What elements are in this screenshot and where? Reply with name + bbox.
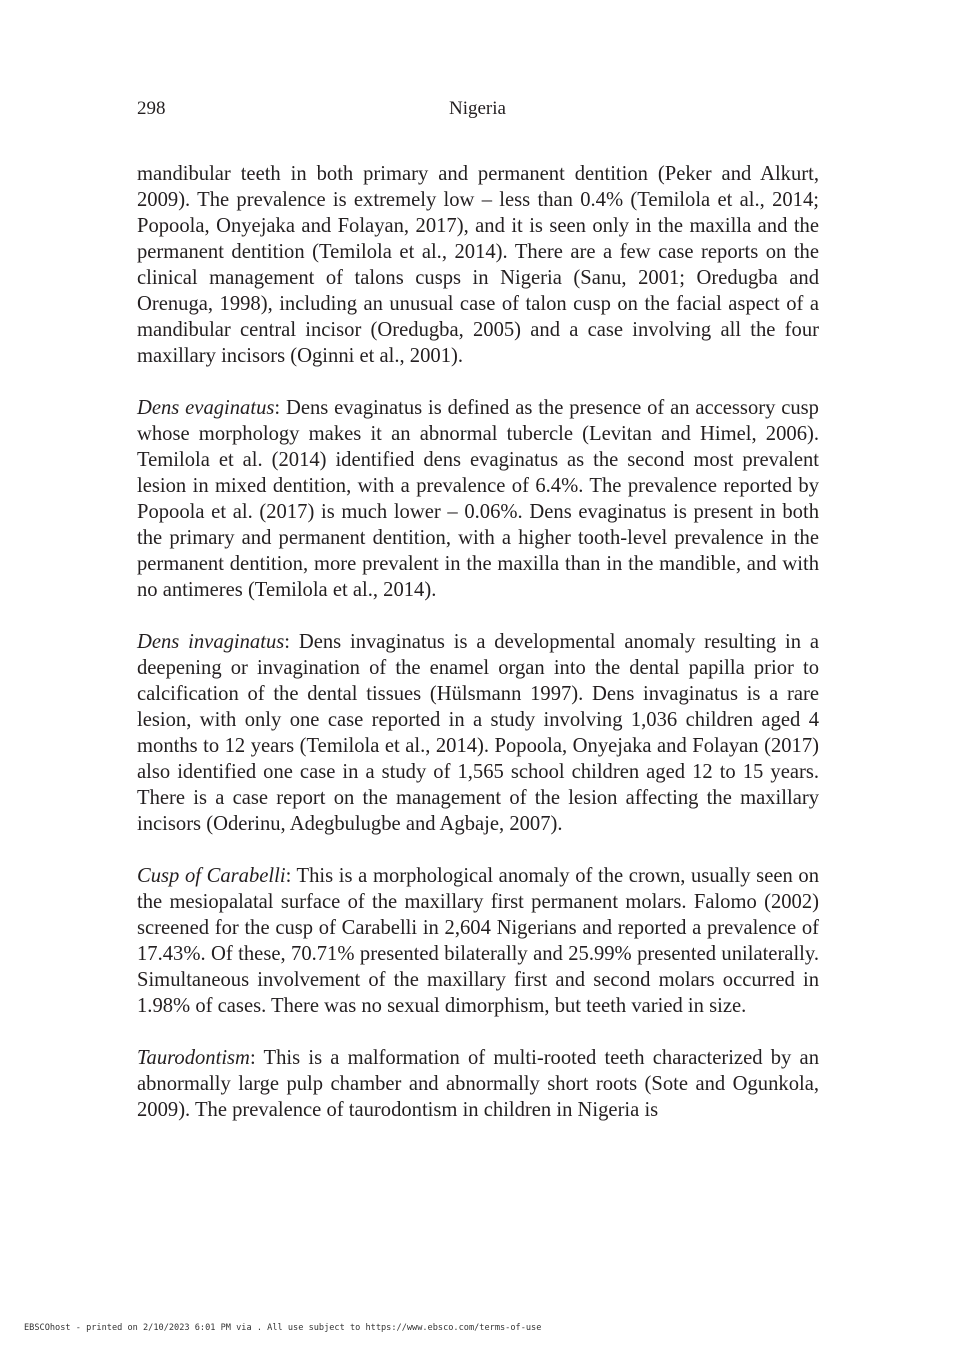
- paragraph-term: Cusp of Carabelli: [137, 865, 286, 887]
- paragraph-talon-cusp-continued: [137, 161, 819, 369]
- paragraph-text: : This is a morphological anomaly of the crown, usually seen on the mesiopalatal surface of the maxillary first permanent molars. Falomo (2002) screened for the cusp of Carabelli in 2,604 Nigerians and reported a prevalence of 17.43%. Of these, 70.71% presented bilaterally and 25.99% presented unilaterally. Simultaneous involvement of the maxillary first and second molars occurred in 1.98% of cases. There was no sexual dimorphism, but teeth varied in size.: [137, 865, 819, 1017]
- paragraph-term: Dens evaginatus: [137, 397, 275, 419]
- paragraph-text: : This is a malformation of multi-rooted teeth characterized by an abnormally large pulp chamber and abnormally short roots (Sote and Ogunkola, 2009). The prevalence of taurodontism in children in Nigeria is: [137, 1047, 819, 1121]
- paragraph-text: : Dens evaginatus is defined as the presence of an accessory cusp whose morphology makes it an abnormal tubercle (Levitan and Himel, 2006). Temilola et al. (2014) identified dens evaginatus as the second most prevalent lesion in mixed dentition, with a prevalence of 6.4%. The prevalence reported by Popoola et al. (2017) is much lower – 0.06%. Dens evaginatus is present in both the primary and permanent dentition, with a higher tooth-level prevalence in the permanent dentition, more prevalent in the maxilla than in the mandible, and with no antimeres (Temilola et al., 2014).: [137, 397, 819, 601]
- body-text: [137, 161, 819, 1149]
- ebscohost-print-footer: EBSCOhost - printed on 2/10/2023 6:01 PM via . All use subject to https://www.ebsco.com/terms-of-use: [24, 1323, 542, 1333]
- paragraph-dens-evaginatus: [137, 395, 819, 603]
- paragraph-dens-invaginatus: [137, 629, 819, 837]
- paragraph-taurodontism: [137, 1045, 819, 1123]
- paragraph-text: mandibular teeth in both primary and permanent dentition (Peker and Alkurt, 2009). The prevalence is extremely low – less than 0.4% (Temilola et al., 2014; Popoola, Onyejaka and Folayan, 2017), and it is seen only in the maxilla and the permanent dentition (Temilola et al., 2014). There are a few case reports on the clinical management of talons cusps in Nigeria (Sanu, 2001; Oredugba and Orenuga, 1998), including an unusual case of talon cusp on the facial aspect of a mandibular central incisor (Oredugba, 2005) and a case involving all the four maxillary incisors (Oginni et al., 2001).: [137, 163, 819, 367]
- paragraph-text: : Dens invaginatus is a developmental anomaly resulting in a deepening or invagination of the enamel organ into the dental papilla prior to calcification of the dental tissues (Hülsmann 1997). Dens invaginatus is a rare lesion, with only one case reported in a study involving 1,036 children aged 4 months to 12 years (Temilola et al., 2014). Popoola, Onyejaka and Folayan (2017) also identified one case in a study of 1,565 school children aged 12 to 15 years. There is a case report on the management of the lesion affecting the maxillary incisors (Oderinu, Adegbulugbe and Agbaje, 2007).: [137, 631, 819, 835]
- paragraph-cusp-of-carabelli: [137, 863, 819, 1019]
- paragraph-term: Taurodontism: [137, 1047, 250, 1069]
- paragraph-term: Dens invaginatus: [137, 631, 285, 653]
- page-number: 298: [137, 98, 166, 119]
- running-header-title: Nigeria: [449, 98, 506, 119]
